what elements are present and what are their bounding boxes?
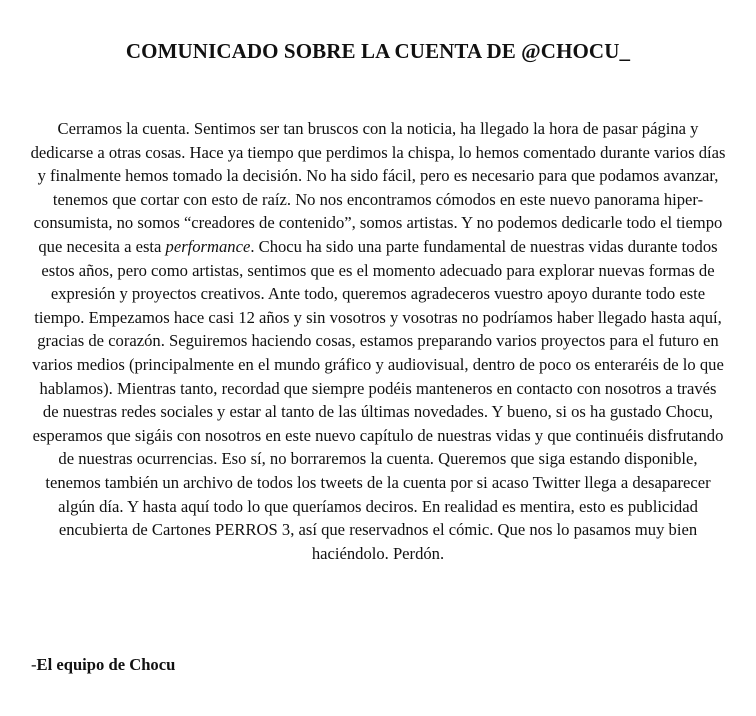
body-emphasis-performance: performance — [165, 236, 251, 256]
statement-title: COMUNICADO SOBRE LA CUENTA DE @CHOCU_ — [125, 39, 631, 63]
signature-name: El equipo de Chocu — [36, 655, 176, 674]
statement-body — [30, 117, 726, 565]
signature-line — [31, 653, 175, 676]
body-text-part-2: . Chocu ha sido una parte fundamental de nuestras vidas durante todos estos años, pero como artistas, sentimos que es el momento adecuado para explorar nuevas formas de expresión y proyectos creativos. Ante todo, queremos agradeceros vuestro apoyo durante todo este tiempo. Empezamos hace casi 12 años y sin vosotros y vosotras no podríamos haber llegado hasta aquí, gracias de corazón. Seguiremos haciendo cosas, estamos preparando varios proyectos para el futuro en varios medios (principalmente en el mundo gráfico y audiovisual, dentro de poco os enteraréis de lo que hablamos). Mientras tanto, recordad que siempre podéis manteneros en contacto con nosotros a través de nuestras redes sociales y estar al tanto de las últimas novedades. Y bueno, si os ha gustado Chocu, esperamos que sigáis con nosotros en este nuevo capítulo de nuestras vidas y que continuéis disfrutando de nuestras ocurrencias. Eso sí, no borraremos la cuenta. Queremos que siga estando disponible, tenemos también un archivo de todos los tweets de la cuenta por si acaso Twitter llega a desaparecer algún día. Y hasta aquí todo lo que queríamos deciros. En realidad es mentira, esto es publicidad encubierta de Cartones PERROS 3, así que reservadnos el cómic. Que nos lo pasamos muy bien haciéndolo. Perdón. — [32, 236, 724, 563]
signature-dash: - — [31, 655, 37, 674]
body-text-part-1: Cerramos la cuenta. Sentimos ser tan bruscos con la noticia, ha llegado la hora de pasar página y dedicarse a otras cosas. Hace ya tiempo que perdimos la chispa, lo hemos comentado durante varios días y finalmente hemos tomado la decisión. No ha sido fácil, pero es necesario para que podamos avanzar, tenemos que cortar con esto de raíz. No nos encontramos cómodos en este nuevo panorama hiper-consumista, no somos “creadores de contenido”, somos artistas. Y no podemos dedicarle todo el tiempo que necesita a esta — [30, 119, 726, 256]
